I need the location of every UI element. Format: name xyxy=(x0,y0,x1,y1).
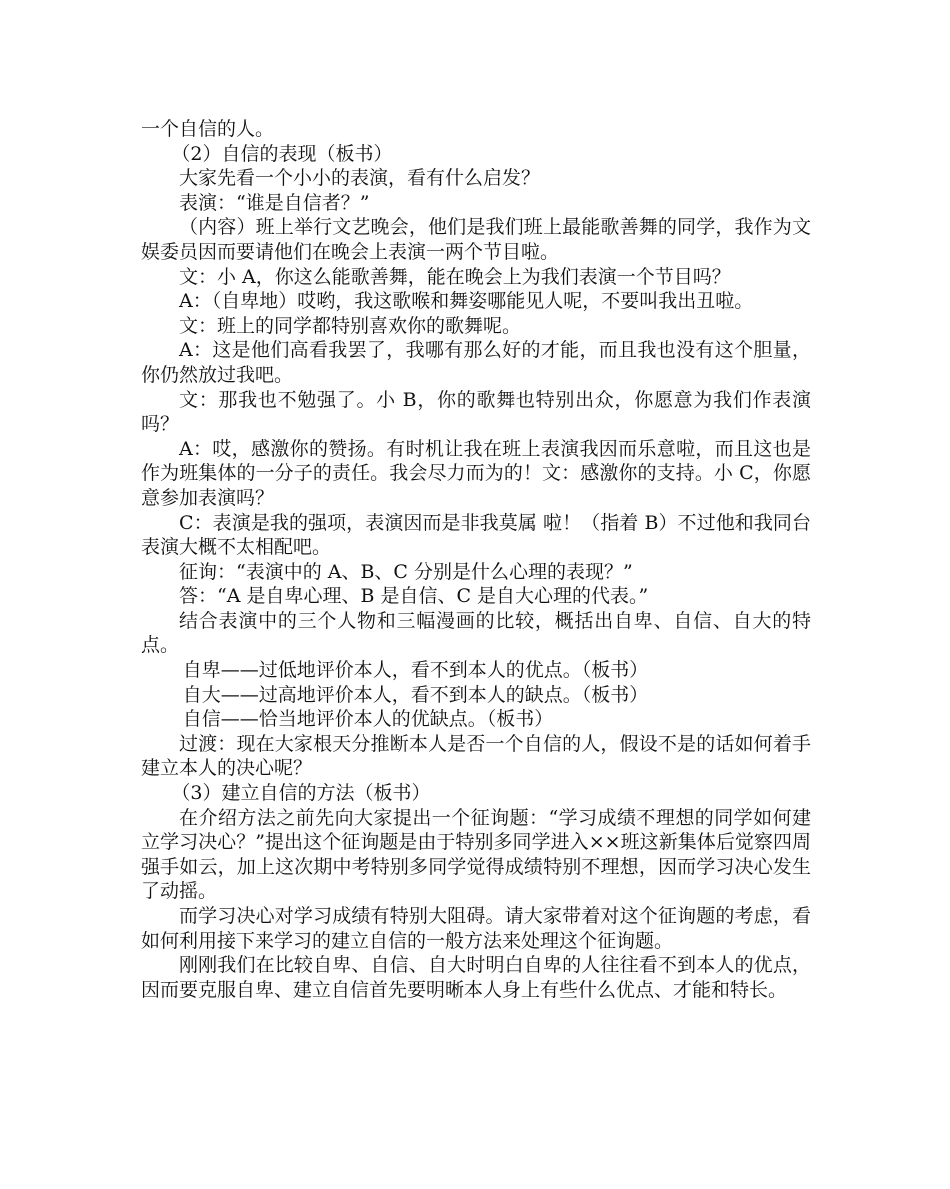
paragraph: 结合表演中的三个人物和三幅漫画的比较，概括出自卑、自信、自大的特点。 xyxy=(141,609,811,657)
definition-line: 自信——恰当地评价本人的优缺点。（板书） xyxy=(182,708,554,731)
dialogue-line: C：表演是我的强项，表演因而是非我莫属 啦！（指着 B）不过他和我同台表演大概不太相配吧。 xyxy=(141,511,811,559)
definition-line: 自卑——过低地评价本人，看不到本人的优点。（板书） xyxy=(182,659,649,682)
paragraph-continuation: 一个自信的人。 xyxy=(141,118,275,140)
section-heading-3: （3）建立自信的方法（板书） xyxy=(171,782,431,805)
paragraph: 大家先看一个小小的表演，看有什么启发？ xyxy=(179,167,541,190)
paragraph: 答：“A 是自卑心理、B 是自信、C 是自大心理的代表。” xyxy=(179,585,649,608)
dialogue-line: 文：班上的同学都特别喜欢你的歌舞呢。 xyxy=(179,314,522,337)
paragraph: 表演：“谁是自信者？” xyxy=(179,191,370,214)
dialogue-line: A：这是他们高看我罢了，我哪有那么好的才能，而且我也没有这个胆量， 你仍然放过我吧。 xyxy=(141,339,811,386)
paragraph: 征询：“表演中的 A、B、C 分别是什么心理的表现？” xyxy=(179,560,633,583)
dialogue-line: A：（自卑地）哎哟，我这歌喉和舞姿哪能见人呢，不要叫我出丑啦。 xyxy=(179,290,754,313)
document-page xyxy=(141,117,811,1002)
paragraph: 过渡：现在大家根天分推断本人是否一个自信的人，假设不是的话如何着手建立本人的决心呢？ xyxy=(141,732,811,780)
dialogue-line: 文：小 A，你这么能歌善舞，能在晚会上为我们表演一个节目吗？ xyxy=(179,265,731,288)
section-heading-2: （2）自信的表现（板书） xyxy=(171,142,393,165)
paragraph: 而学习决心对学习成绩有特别大阻碍。请大家带着对这个征询题的考虑，看如何利用接下来学习的建立自信的一般方法来处理这个征询题。 xyxy=(141,905,811,952)
definition-line: 自大——过高地评价本人，看不到本人的缺点。（板书） xyxy=(182,683,649,706)
paragraph: 刚刚我们在比较自卑、自信、自大时明白自卑的人往往看不到本人的优点，因而要克服自卑、建立自信首先要明晰本人身上有些什么优点、才能和特长。 xyxy=(141,954,811,1001)
dialogue-line: 文：那我也不勉强了。小 B，你的歌舞也特别出众，你愿意为我们作表演吗？ xyxy=(141,388,811,436)
paragraph: 在介绍方法之前先向大家提出一个征询题：“学习成绩不理想的同学如何建立学习决心？”提出这个征询题是由于特别多同学进入××班这新集体后觉察四周强手如云，加上这次期中考特别多同学觉得成绩特别不理想，因而学习决心发生了动摇。 xyxy=(141,806,811,903)
dialogue-line: A：哎，感激你的赞扬。有时机让我在班上表演我因而乐意啦，而且这也是作为班集体的一分子的责任。我会尽力而为的！文：感激你的支持。小 C，你愿意参加表演吗？ xyxy=(141,437,811,509)
paragraph: （内容）班上举行文艺晚会，他们是我们班上最能歌善舞的同学，我作为文娱委员因而要请他们在晚会上表演一两个节目啦。 xyxy=(141,216,811,263)
